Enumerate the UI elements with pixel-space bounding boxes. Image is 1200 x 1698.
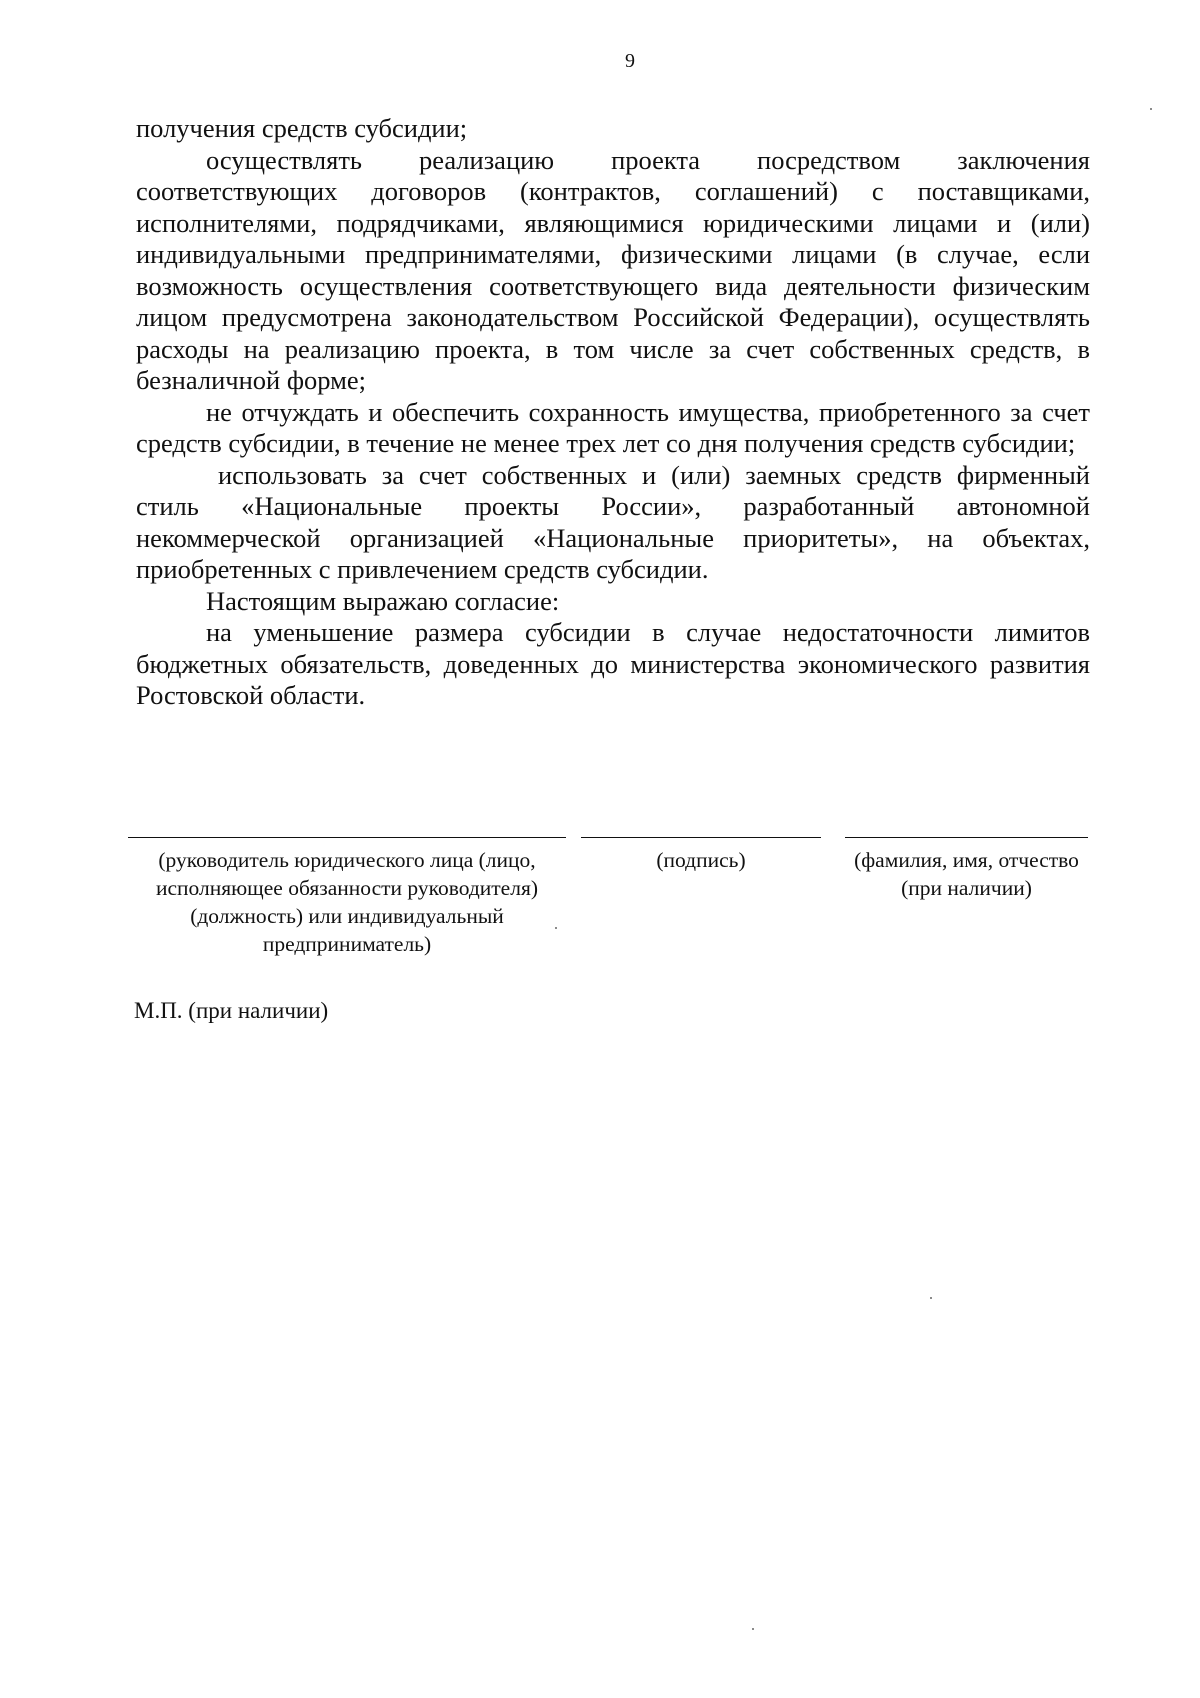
scan-speck xyxy=(1150,108,1152,110)
scan-speck xyxy=(752,1628,754,1630)
scan-speck xyxy=(555,927,557,929)
name-caption: (фамилия, имя, отчество (при наличии) xyxy=(854,848,1079,900)
paragraph-continuation: получения средств субсидии; xyxy=(136,113,468,143)
signature-line-name xyxy=(845,837,1088,838)
paragraph-contracts: осуществлять реализацию проекта посредством заключения соответствующих договоров (контрактов, соглашений) с поставщиками, исполнителями, подрядчиками, являющимися юридическими лицами и (или) индивидуальными предпринимателями, физическими лицами (в случае, если возможность осуществления соответствующего вида деятельности физическим лицом предусмотрена законодательством Российской Федерации), осуществлять расходы на реализацию проекта, в том числе за счет собственных средств, в безналичной форме; xyxy=(136,144,1090,395)
signature-line-head xyxy=(128,837,566,838)
paragraph-consent: на уменьшение размера субсидии в случае недостаточности лимитов бюджетных обязательств, доведенных до министерства экономического развития Ростовской области. xyxy=(136,617,1090,710)
paragraph-consent-heading: Настоящим выражаю согласие: xyxy=(206,585,560,616)
seal-label: М.П. (при наличии) xyxy=(134,998,329,1023)
signature-line-signature xyxy=(581,837,821,838)
document-body xyxy=(136,113,1090,712)
scan-speck xyxy=(930,1297,932,1299)
paragraph-branding: использовать за счет собственных и (или) заемных средств фирменный стиль «Национальные проекты России», разработанный автономной некоммерческой организацией «Национальные приоритеты», на объектах, приобретенных с привлечением средств субсидии. xyxy=(136,459,1090,584)
paragraph-property: не отчуждать и обеспечить сохранность имущества, приобретенного за счет средств субсидии, в течение не менее трех лет со дня получения средств субсидии; xyxy=(136,396,1090,458)
signature-caption: (подпись) xyxy=(656,848,746,872)
page-number: 9 xyxy=(625,50,635,72)
head-caption: (руководитель юридического лица (лицо, исполняющее обязанности руководителя) (должность) или индивидуальный предприниматель) xyxy=(155,848,539,956)
